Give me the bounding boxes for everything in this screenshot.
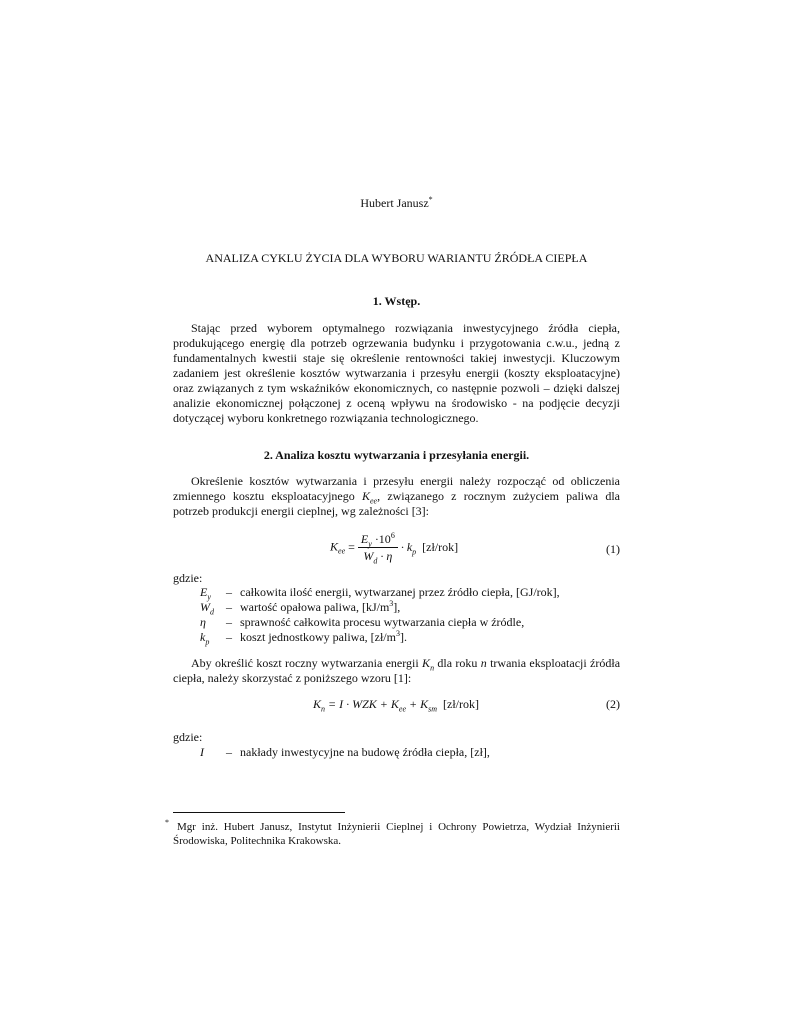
section1-paragraph: Stając przed wyborem optymalnego rozwiązania inwestycyjnego źródła ciepła, produkującego energię dla potrzeb ogrzewania budynku i przygotowania c.w.u., jedną z fundamentalnych kwestii staje się określenie rentowności takiej inwestycji. Kluczowym zadaniem jest określenie kosztów wytwarzania i przesyłu energii (koszty eksploatacyjne) oraz związanych z tym wskaźników ekonomicznych, co następnie pozwoli – dzięki dalszej analizie ekonomicznej połączonej z oceną wpływu na środowisko - na podjęcie decyzji dotyczącej wyboru konkretnego rozwiązania technologicznego. <box>173 321 620 425</box>
section2-heading: 2. Analiza kosztu wytwarzania i przesyłania energii. <box>263 448 530 462</box>
equation-1-number: (1) <box>606 542 620 556</box>
footnote-separator <box>173 812 345 813</box>
equation-1-denominator: $W_d \cdot \eta$ <box>363 549 393 566</box>
equation-1-fraction <box>358 531 398 566</box>
equation-2-body: $K_n = I$ · WZK + $K_{ee} + K_{sm}$ [zł/rok] <box>313 697 479 714</box>
definitions-list-1 <box>200 585 630 645</box>
footnote-text: Mgr inż. Hubert Janusz, Instytut Inżynierii Cieplnej i Ochrony Powietrza, Wydział Inżynierii Środowiska, Politechnika Krakowska. <box>173 821 620 847</box>
equation-1-unit: [zł/rok] <box>422 540 459 554</box>
author-footnote-mark: * <box>428 195 433 204</box>
author-name: Hubert Janusz <box>360 196 429 210</box>
definition-item: $W_d$ – wartość opałowa paliwa, $[kJ/m^3]$, <box>200 599 401 617</box>
author-line <box>173 196 620 211</box>
equation-1-numerator: $E_y \cdot 10^6$ <box>358 532 398 548</box>
paper-title: ANALIZA CYKLU ŻYCIA DLA WYBORU WARIANTU ŹRÓDŁA CIEPŁA <box>205 251 588 265</box>
section2-paragraph1: Określenie kosztów wytwarzania i przesyłu energii należy rozpocząć od obliczenia zmiennego kosztu eksploatacyjnego $K_{ee}$, związanego z rocznym zużyciem paliwa dla potrzeb produkcji energii cieplnej, wg zależności [3]: <box>173 474 621 518</box>
equation-1-body: $K_{ee}$ = $\frac{E_y \cdot 10^6}{W_d \cdot \eta}$ · $k_p$ [zł/rok] <box>330 531 459 566</box>
equation-2 <box>173 697 620 715</box>
where-label-2: gdzie: <box>173 730 203 744</box>
definition-item: η – sprawność całkowita procesu wytwarzania ciepła w źródle, <box>200 615 525 629</box>
equation-1 <box>173 530 620 570</box>
section2-paragraph2: Aby określić koszt roczny wytwarzania energii $K_n$ dla roku n trwania eksploatacji źródła ciepła, należy skorzystać z poniższego wzoru [1]: <box>173 656 621 685</box>
where-label-1: gdzie: <box>173 571 203 585</box>
footnote-mark: * <box>165 818 169 828</box>
definition-item: $E_y$ – całkowita ilość energii, wytwarzanej przez źródło ciepła, [GJ/rok], <box>200 585 560 602</box>
definition-item: $k_p$ – koszt jednostkowy paliwa, $[zł/m^3]$. <box>200 629 407 647</box>
footnote <box>165 818 620 848</box>
definitions-list-2 <box>200 745 630 760</box>
definition-item: I – nakłady inwestycyjne na budowę źródła ciepła, [zł], <box>200 745 490 759</box>
section1-heading: 1. Wstęp. <box>372 294 421 308</box>
equation-2-unit: [zł/rok] <box>443 697 479 711</box>
equation-2-number: (2) <box>606 697 620 711</box>
